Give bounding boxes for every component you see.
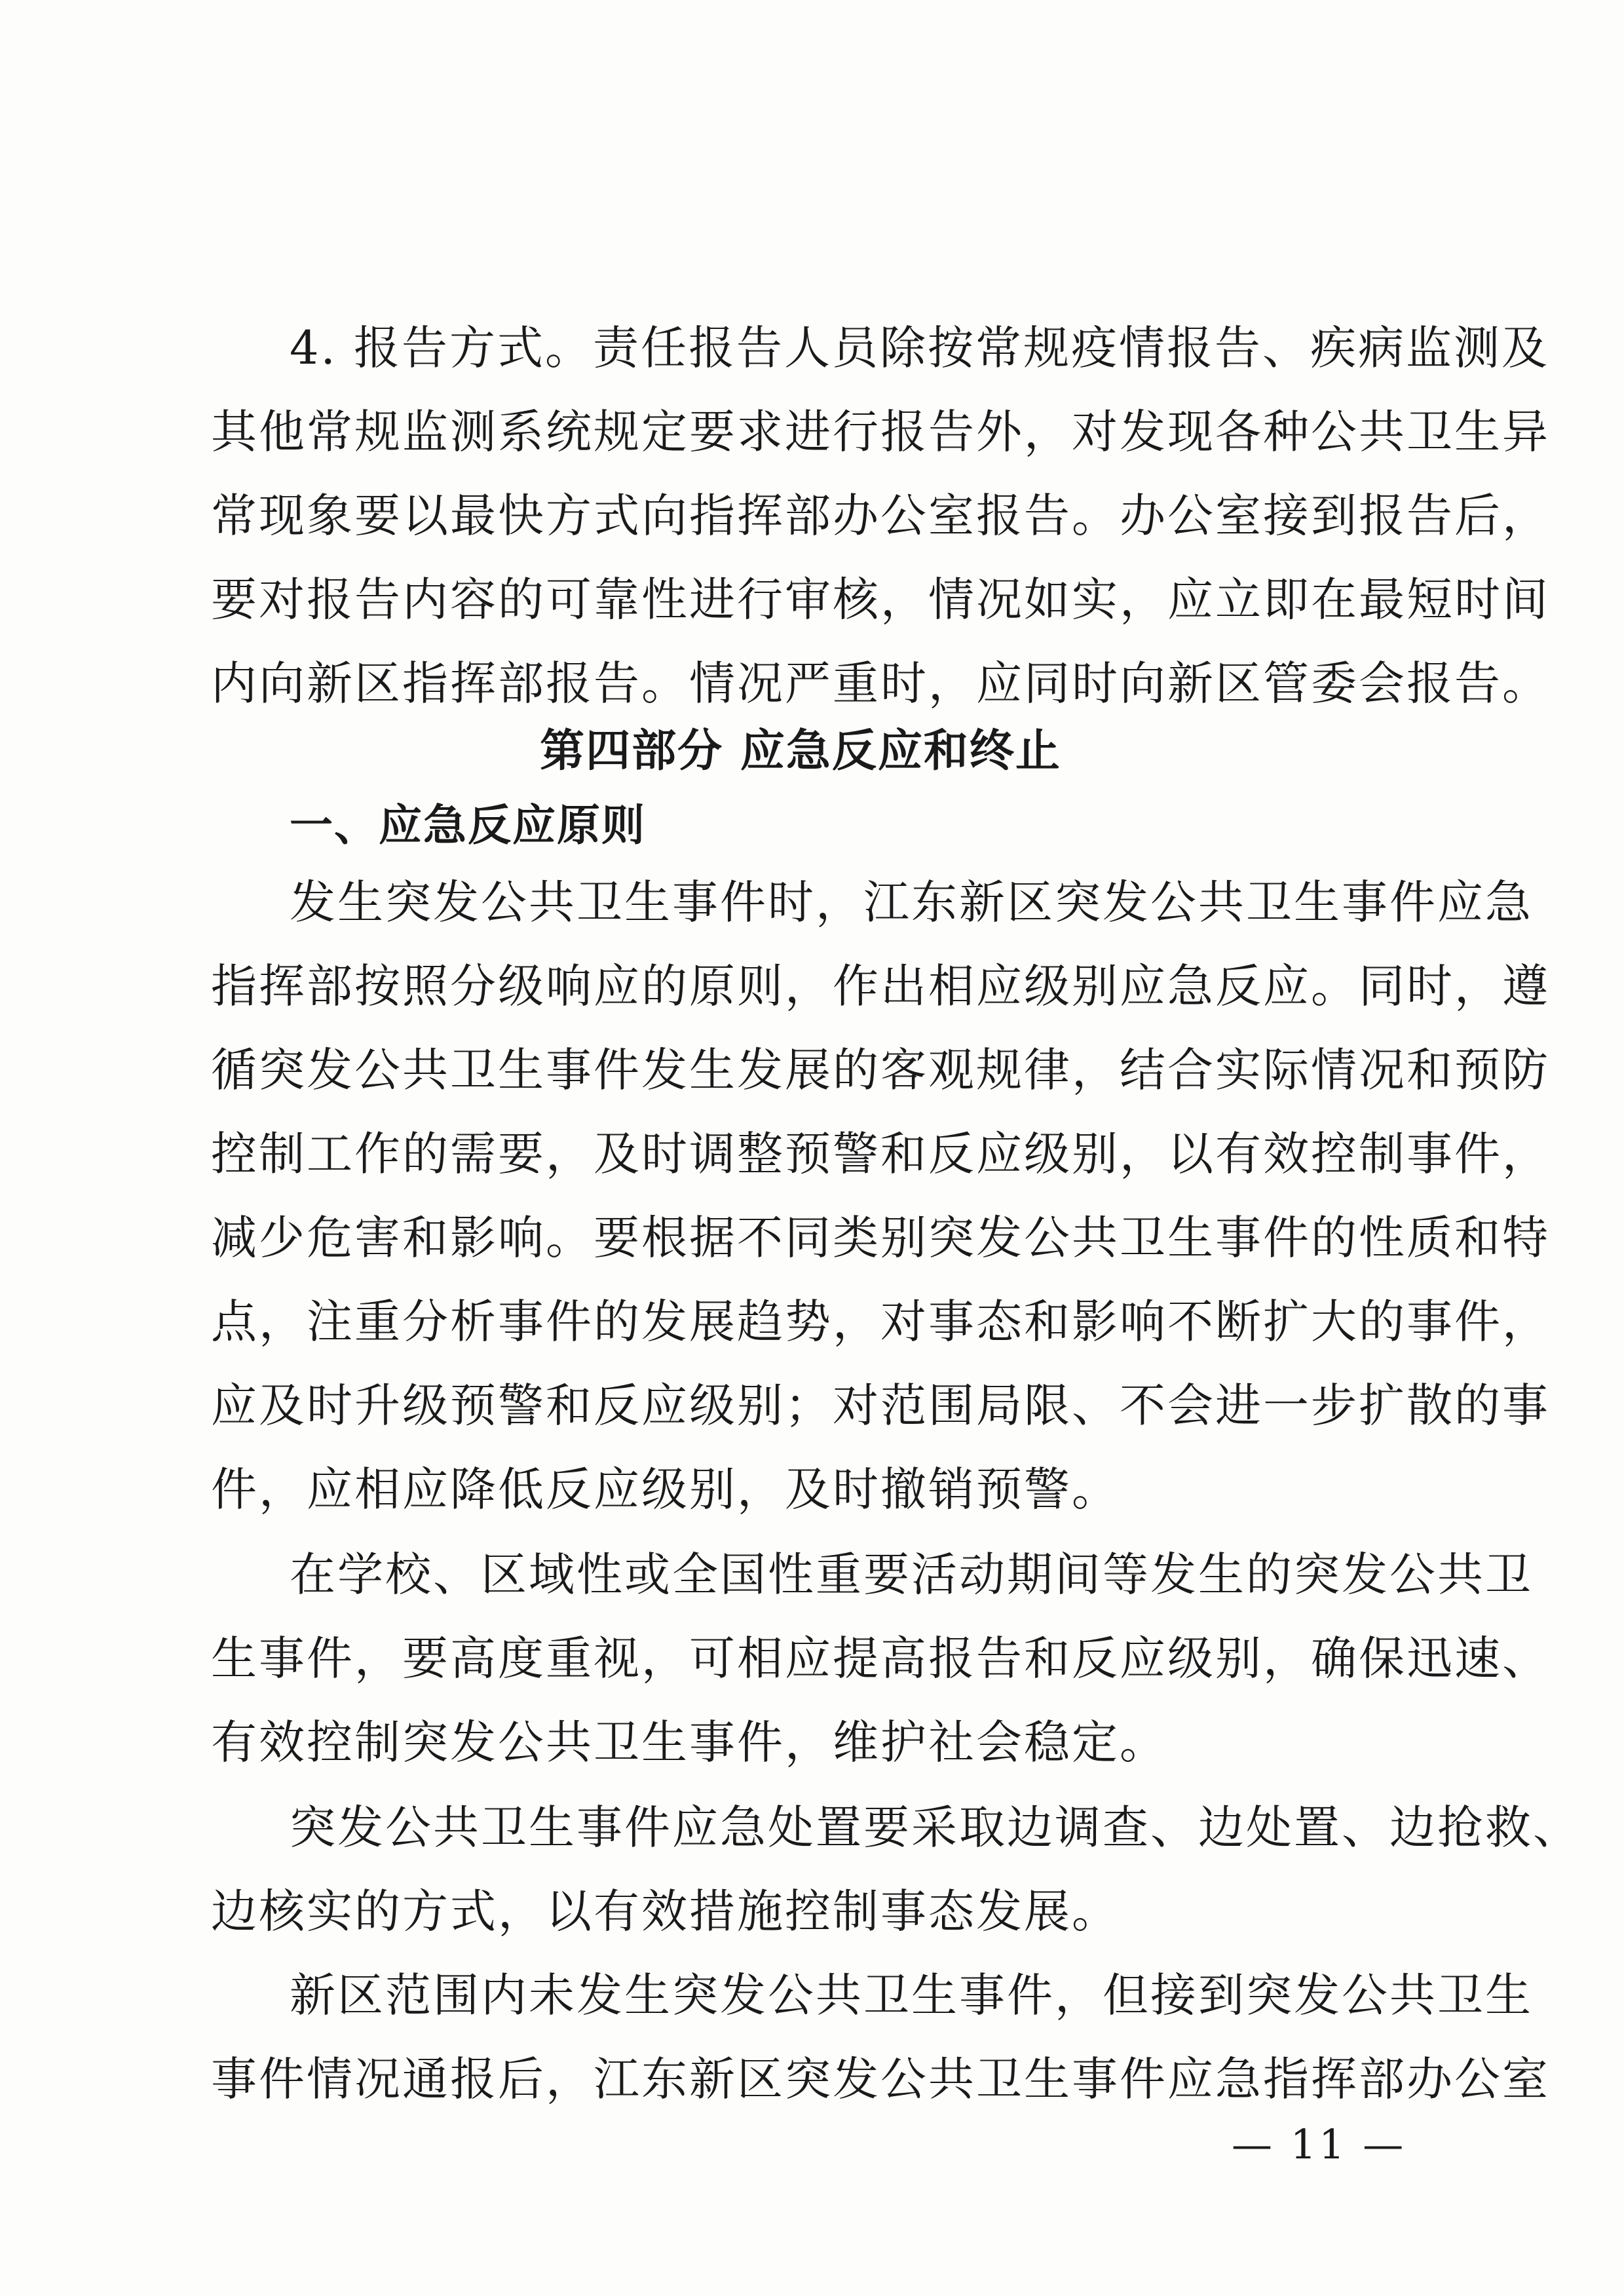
paragraph-line: 件，应相应降低反应级别，及时撤销预警。 [211, 1463, 1120, 1516]
paragraph-line: 要对报告内容的可靠性进行审核，情况如实，应立即在最短时间 [211, 573, 1550, 626]
paragraph-line: 控制工作的需要，及时调整预警和反应级别，以有效控制事件， [211, 1127, 1550, 1181]
section-title: 第四部分 应急反应和终止 [540, 725, 1061, 777]
paragraph-line: 其他常规监测系统规定要求进行报告外，对发现各种公共卫生异 [211, 405, 1550, 459]
paragraph-line: 4. 报告方式。责任报告人员除按常规疫情报告、疾病监测及 [290, 321, 1550, 375]
paragraph-line: 指挥部按照分级响应的原则，作出相应级别应急反应。同时，遵 [211, 959, 1550, 1013]
page-number: — 11 — [1232, 2120, 1407, 2168]
paragraph-line: 内向新区指挥部报告。情况严重时，应同时向新区管委会报告。 [211, 657, 1550, 710]
paragraph-line: 循突发公共卫生事件发生发展的客观规律，结合实际情况和预防 [211, 1043, 1550, 1097]
paragraph-line: 突发公共卫生事件应急处置要采取边调查、边处置、边抢救、 [290, 1801, 1581, 1854]
paragraph-line: 减少危害和影响。要根据不同类别突发公共卫生事件的性质和特 [211, 1211, 1550, 1265]
subsection-title: 一、应急反应原则 [290, 800, 646, 851]
paragraph-line: 常现象要以最快方式向指挥部办公室报告。办公室接到报告后， [211, 489, 1550, 543]
paragraph-line: 边核实的方式，以有效措施控制事态发展。 [211, 1885, 1120, 1938]
paragraph-line: 有效控制突发公共卫生事件，维护社会稳定。 [211, 1715, 1167, 1769]
paragraph-line: 发生突发公共卫生事件时，江东新区突发公共卫生事件应急 [290, 875, 1533, 929]
paragraph-line: 点，注重分析事件的发展趋势，对事态和影响不断扩大的事件， [211, 1295, 1550, 1349]
paragraph-line: 事件情况通报后，江东新区突发公共卫生事件应急指挥部办公室 [211, 2052, 1550, 2106]
paragraph-line: 新区范围内未发生突发公共卫生事件，但接到突发公共卫生 [290, 1968, 1533, 2022]
paragraph-line: 生事件，要高度重视，可相应提高报告和反应级别，确保迅速、 [211, 1632, 1550, 1685]
paragraph-line: 在学校、区域性或全国性重要活动期间等发生的突发公共卫 [290, 1548, 1533, 1601]
paragraph-line: 应及时升级预警和反应级别；对范围局限、不会进一步扩散的事 [211, 1379, 1550, 1432]
